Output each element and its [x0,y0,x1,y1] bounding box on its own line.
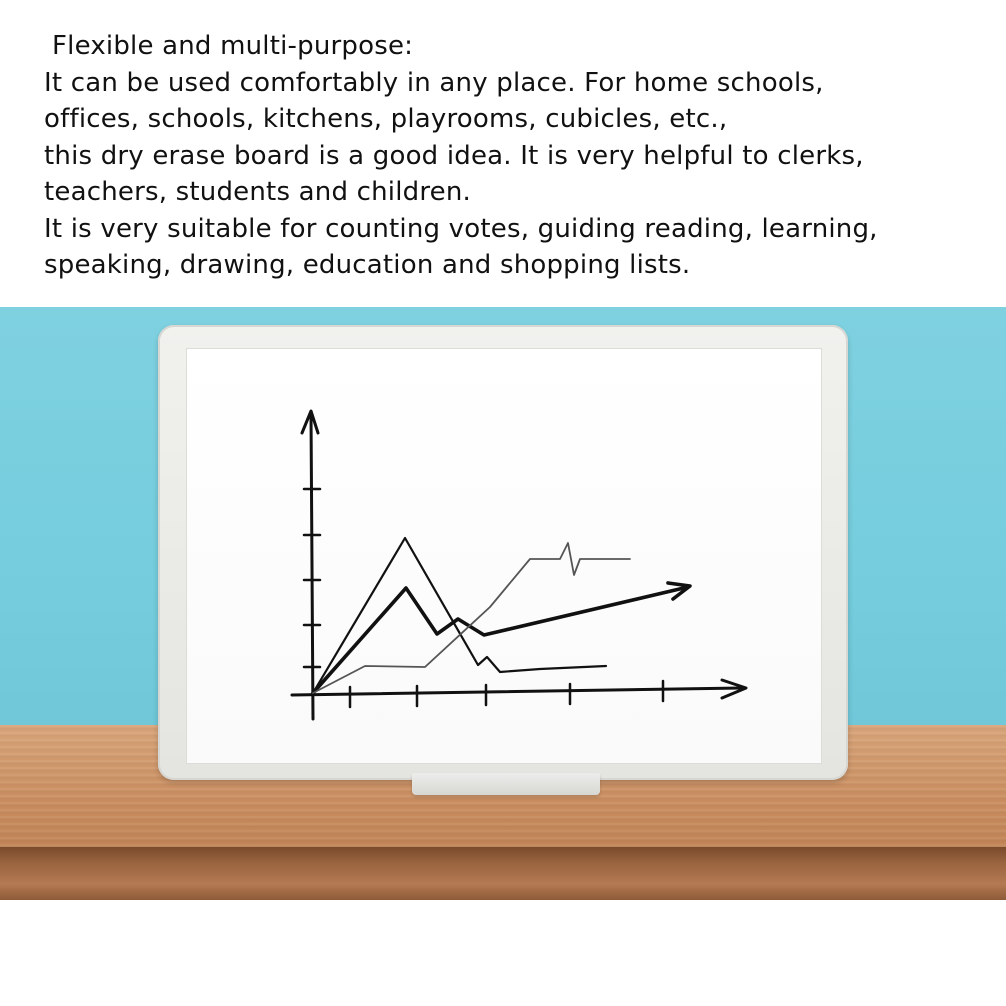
caption-heading: Flexible and multi-purpose: [52,31,414,61]
caption-line: It is very suitable for counting votes, guiding reading, learning, [44,213,878,244]
caption-line: teachers, students and children. [44,177,472,207]
caption-line: speaking, drawing, education and shopping lists. [44,250,691,280]
trend-line [313,587,688,693]
x-axis-line [292,688,742,695]
hand-drawn-graph [0,307,1006,900]
caption-line: this dry erase board is a good idea. It is very helpful to clerks, [44,140,864,171]
y-axis-line [311,415,313,719]
caption-line: offices, schools, kitchens, playrooms, cubicles, etc., [44,104,728,134]
caption-line: It can be used comfortably in any place. For home schools, [44,67,824,98]
rising-line [313,543,630,693]
bottom-margin [0,900,1006,1006]
product-photo [0,307,1006,900]
product-description [44,28,984,284]
